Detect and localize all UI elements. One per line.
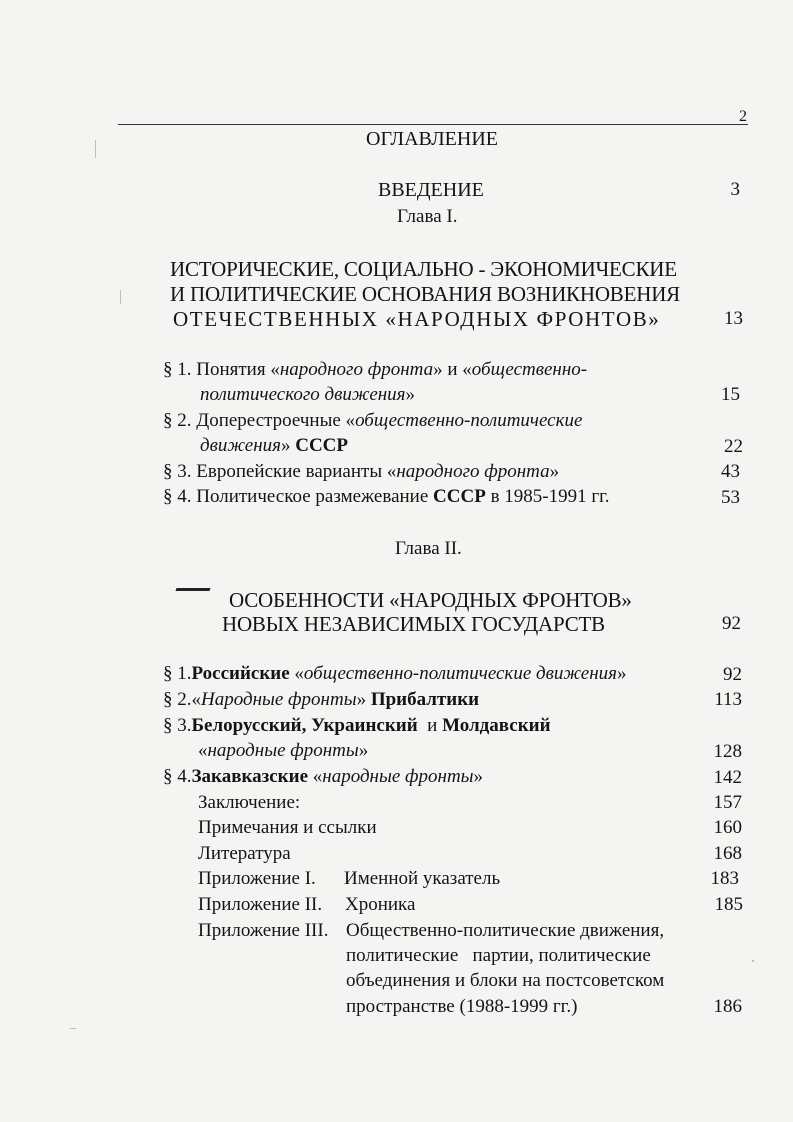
backmatter-literature-page: 168: [713, 843, 742, 864]
intro-title: ВВЕДЕНИЕ: [378, 179, 484, 201]
ch2-section-2: § 2.«Народные фронты» Прибалтики: [163, 689, 480, 710]
ch2-section-3-page: 128: [713, 741, 742, 762]
ch1-section-4: § 4. Политическое размежевание СССР в 1985-1991 гг.: [163, 486, 610, 507]
appendix-2-page: 185: [714, 894, 743, 915]
chapter1-title-line2: И ПОЛИТИЧЕСКИЕ ОСНОВАНИЯ ВОЗНИКНОВЕНИЯ: [170, 282, 680, 306]
backmatter-literature: Литература: [198, 843, 291, 864]
scan-speck: [70, 1028, 76, 1029]
intro-page: 3: [730, 179, 740, 200]
ch1-section-2-cont: движения» СССР: [200, 435, 349, 456]
ch1-section-3: § 3. Европейские варианты «народного фронта»: [163, 461, 560, 482]
chapter1-label: Глава I.: [397, 206, 458, 227]
ch1-section-3-page: 43: [721, 461, 740, 482]
chapter1-page: 13: [724, 308, 743, 329]
appendix-1-label: Приложение I.: [198, 868, 316, 889]
appendix-3-desc-line4: пространстве (1988-1999 гг.): [346, 996, 578, 1017]
ch1-section-1-page: 15: [721, 384, 740, 405]
page-number: 2: [739, 108, 747, 125]
appendix-3-page: 186: [713, 996, 742, 1017]
ch2-section-1-page: 92: [723, 664, 742, 685]
header-rule: [118, 124, 748, 125]
chapter2-page: 92: [722, 613, 741, 634]
appendix-2-desc: Хроника: [345, 894, 416, 915]
ch1-section-1-cont: политического движения»: [200, 384, 416, 405]
chapter2-title-line1: ОСОБЕННОСТИ «НАРОДНЫХ ФРОНТОВ»: [229, 588, 632, 612]
ch2-section-4-page: 142: [713, 767, 742, 788]
appendix-3-desc-line2: политические партии, политические: [346, 945, 651, 966]
ch1-section-2-page: 22: [724, 436, 743, 457]
appendix-3-label: Приложение III.: [198, 920, 329, 941]
ch2-section-1: § 1.Российские «общественно-политические движения»: [163, 663, 627, 684]
ch1-section-2: § 2. Доперестроечные «общественно-политические: [163, 410, 583, 431]
appendix-1-page: 183: [710, 868, 739, 889]
chapter2-title-line2: НОВЫХ НЕЗАВИСИМЫХ ГОСУДАРСТВ: [222, 612, 605, 636]
appendix-2-label: Приложение II.: [198, 894, 323, 915]
scan-speck: [95, 140, 96, 158]
backmatter-notes-page: 160: [713, 817, 742, 838]
chapter1-title-line1: ИСТОРИЧЕСКИЕ, СОЦИАЛЬНО - ЭКОНОМИЧЕСКИЕ: [170, 257, 677, 281]
scan-speck: [120, 290, 121, 304]
ch2-section-3-cont: «народные фронты»: [198, 740, 369, 761]
backmatter-conclusion-page: 157: [713, 792, 742, 813]
appendix-3-desc-line3: объединения и блоки на постсоветском: [346, 970, 665, 991]
scan-speck: [752, 960, 754, 962]
toc-heading: ОГЛАВЛЕНИЕ: [366, 128, 498, 150]
ch2-section-2-page: 113: [714, 689, 742, 710]
appendix-1-desc: Именной указатель: [344, 868, 501, 889]
chapter2-label: Глава II.: [395, 538, 462, 559]
appendix-3-desc-line1: Общественно-политические движения,: [346, 920, 665, 941]
ch2-section-3: § 3.Белорусский, Украинский и Молдавский: [163, 715, 551, 736]
backmatter-notes: Примечания и ссылки: [198, 817, 377, 838]
ch1-section-1: § 1. Понятия «народного фронта» и «общественно-: [163, 359, 588, 380]
ch2-section-4: § 4.Закавказские «народные фронты»: [163, 766, 484, 787]
scan-mark: [175, 588, 210, 591]
backmatter-conclusion: Заключение:: [198, 792, 301, 813]
chapter1-title-line3: ОТЕЧЕСТВЕННЫХ «НАРОДНЫХ ФРОНТОВ»: [173, 307, 661, 331]
ch1-section-4-page: 53: [721, 487, 740, 508]
